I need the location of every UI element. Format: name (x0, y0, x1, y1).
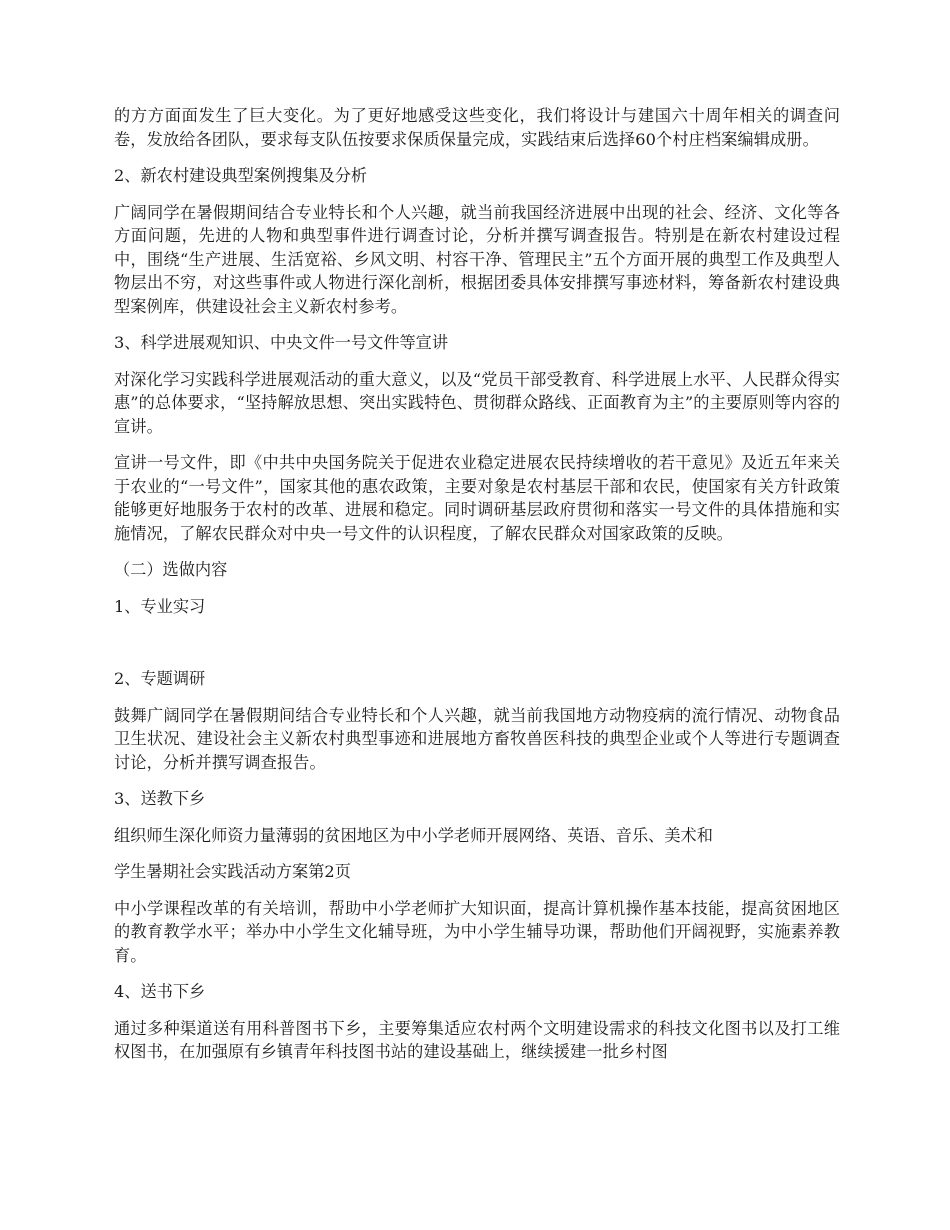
heading-special-research: 2、专题调研 (114, 669, 206, 688)
paragraph-document-one: 宣讲一号文件，即《中共中央国务院关于促进农业稳定进展农民持续增收的若干意见》及近五年来关于农业的“一号文件”，国家其他的惠农政策，主要对象是农村基层干部和农民，使国家有关方针政策能够更好地服务于农村的改革、进展和稳定。同时调研基层政府贯彻和落实一号文件的具体措施和实施情况，了解农民群众对中央一号文件的认识程度，了解农民群众对国家政策的反映。 (114, 453, 840, 543)
heading-books-to-countryside: 4、送书下乡 (114, 982, 206, 1001)
paragraph-teaching-continued: 中小学课程改革的有关培训，帮助中小学老师扩大知识面，提高计算机操作基本技能，提高贫困地区的教育教学水平；举办中小学生文化辅导班，为中小学生辅导功课，帮助他们开阔视野，实施素养教育。 (114, 898, 840, 965)
paragraph-special-research: 鼓舞广阔同学在暑假期间结合专业特长和个人兴趣，就当前我国地方动物疫病的流行情况、动物食品卫生状况、建设社会主义新农村典型事迹和进展地方畜牧兽医科技的典型企业或个人等进行专题调查讨论，分析并撰写调查报告。 (114, 705, 840, 772)
paragraph-books-to-countryside: 通过多种渠道送有用科普图书下乡，主要筹集适应农村两个文明建设需求的科技文化图书以及打工维权图书，在加强原有乡镇青年科技图书站的建设基础上，继续援建一批乡村图 (114, 1018, 840, 1061)
document-page (114, 104, 840, 1077)
heading-policy-lecture: 3、科学进展观知识、中央文件一号文件等宣讲 (114, 333, 449, 352)
heading-teaching-to-countryside: 3、送教下乡 (114, 789, 206, 808)
paragraph-intro-continued: 的方方面面发生了巨大变化。为了更好地感受这些变化，我们将设计与建国六十周年相关的调查问卷，发放给各团队，要求每支队伍按要求保质保量完成，实践结束后选择60个村庄档案编辑成册。 (114, 106, 840, 149)
paragraph-teaching-line-1: 组织师生深化师资力量薄弱的贫困地区为中小学老师开展网络、英语、音乐、美术和 (114, 825, 713, 845)
blank-spacer (114, 631, 840, 667)
heading-case-collection: 2、新农村建设典型案例搜集及分析 (114, 166, 368, 185)
heading-internship: 1、专业实习 (114, 596, 206, 616)
heading-optional-content: （二）选做内容 (114, 560, 228, 579)
paragraph-case-collection: 广阔同学在暑假期间结合专业特长和个人兴趣，就当前我国经济进展中出现的社会、经济、文化等各方面问题，先进的人物和典型事件进行调查讨论，分析并撰写调查报告。特别是在新农村建设过程中，围绕“生产进展、生活宽裕、乡风文明、村容干净、管理民主”五个方面开展的典型工作及典型人物层出不穷，对这些事件或人物进行深化剖析，根据团委具体安排撰写事迹材料，筹备新农村建设典型案例库，供建设社会主义新农村参考。 (114, 202, 840, 316)
paragraph-policy-lecture: 对深化学习实践科学进展观活动的重大意义，以及“党员干部受教育、科学进展上水平、人民群众得实惠”的总体要求，“坚持解放思想、突出实践特色、贯彻群众路线、正面教育为主”的主要原则等内容的宣讲。 (114, 369, 840, 436)
page-footer-label: 学生暑期社会实践活动方案第2页 (114, 862, 351, 881)
